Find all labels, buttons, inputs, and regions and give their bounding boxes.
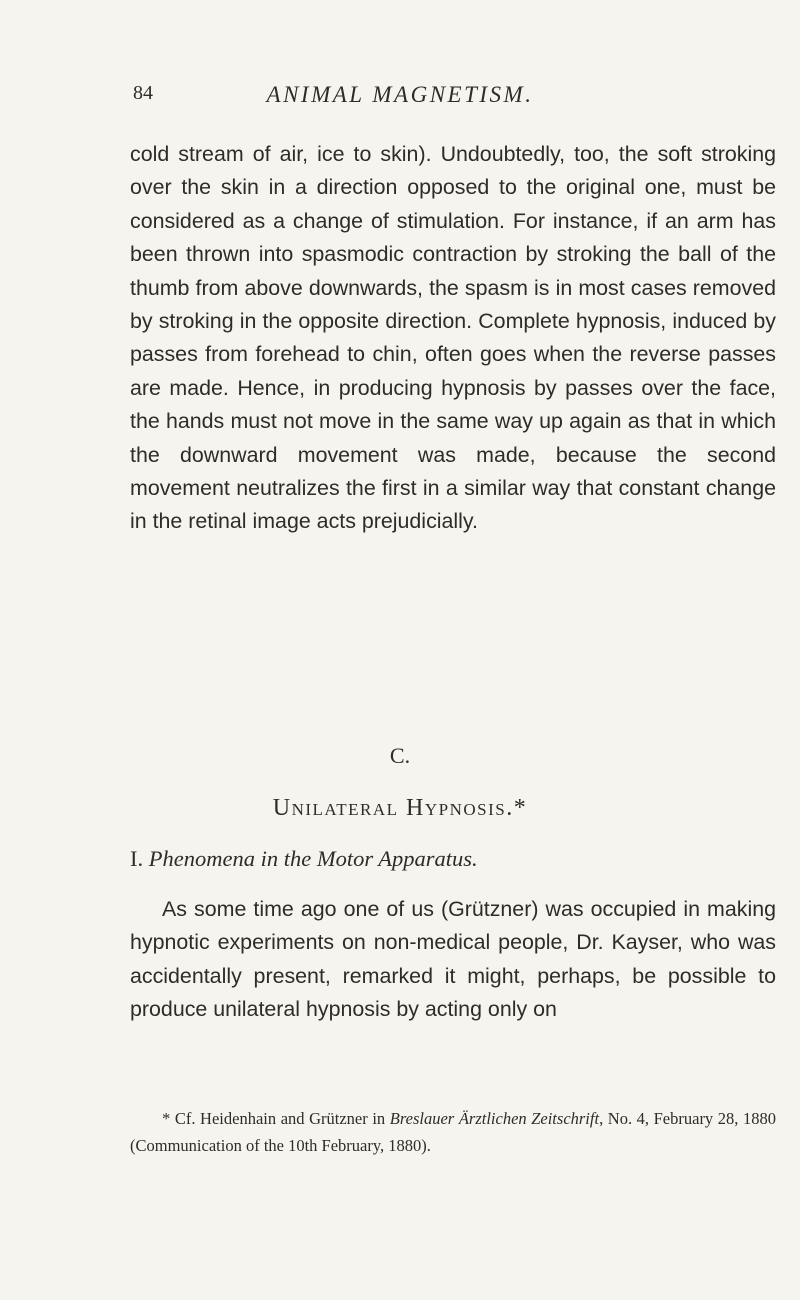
subheading-title: Phenomena in the Motor Apparatus. (148, 846, 478, 871)
section-letter: C. (389, 743, 411, 768)
running-title: ANIMAL MAGNETISM. (266, 82, 534, 107)
page-header (0, 82, 800, 112)
subheading (130, 846, 478, 872)
footnote-lead: * Cf. Heidenhain and Grützner in (162, 1109, 390, 1128)
body-paragraph: As some time ago one of us (Grützner) was occupied in making hypnotic experiments on non-medical people, Dr. Kayser, who was accidentally present, remarked it might, perhaps, be possible to produce unilateral hypnosis by acting only on (130, 897, 776, 1022)
footnote-rest: , No. 4, February 28, 1880 (Communication of the 10th February, 1880). (130, 1109, 776, 1155)
subheading-number: I. (130, 846, 144, 871)
footnote-journal: Breslauer Ärztlichen Zeitschrift (389, 1109, 600, 1128)
page-number: 84 (133, 82, 153, 104)
body-paragraph: cold stream of air, ice to skin). Undoubtedly, too, the soft stroking over the skin in a direction opposed to the original one, must be considered as a change of stimulation. For instance, if an arm has been thrown into spasmodic contraction by stroking the ball of the thumb from above downwards, the spasm is in most cases removed by stroking in the opposite direction. Complete hypnosis, induced by passes from forehead to chin, often goes when the reverse passes are made. Hence, in producing hypnosis by passes over the face, the hands must not move in the same way up again as that in which the downward movement was made, because the second movement neutralizes the first in a similar way that constant change in the retinal image acts prejudicially. (130, 142, 776, 534)
footnote (130, 1105, 776, 1159)
section-heading: Unilateral Hypnosis.* (272, 795, 528, 821)
